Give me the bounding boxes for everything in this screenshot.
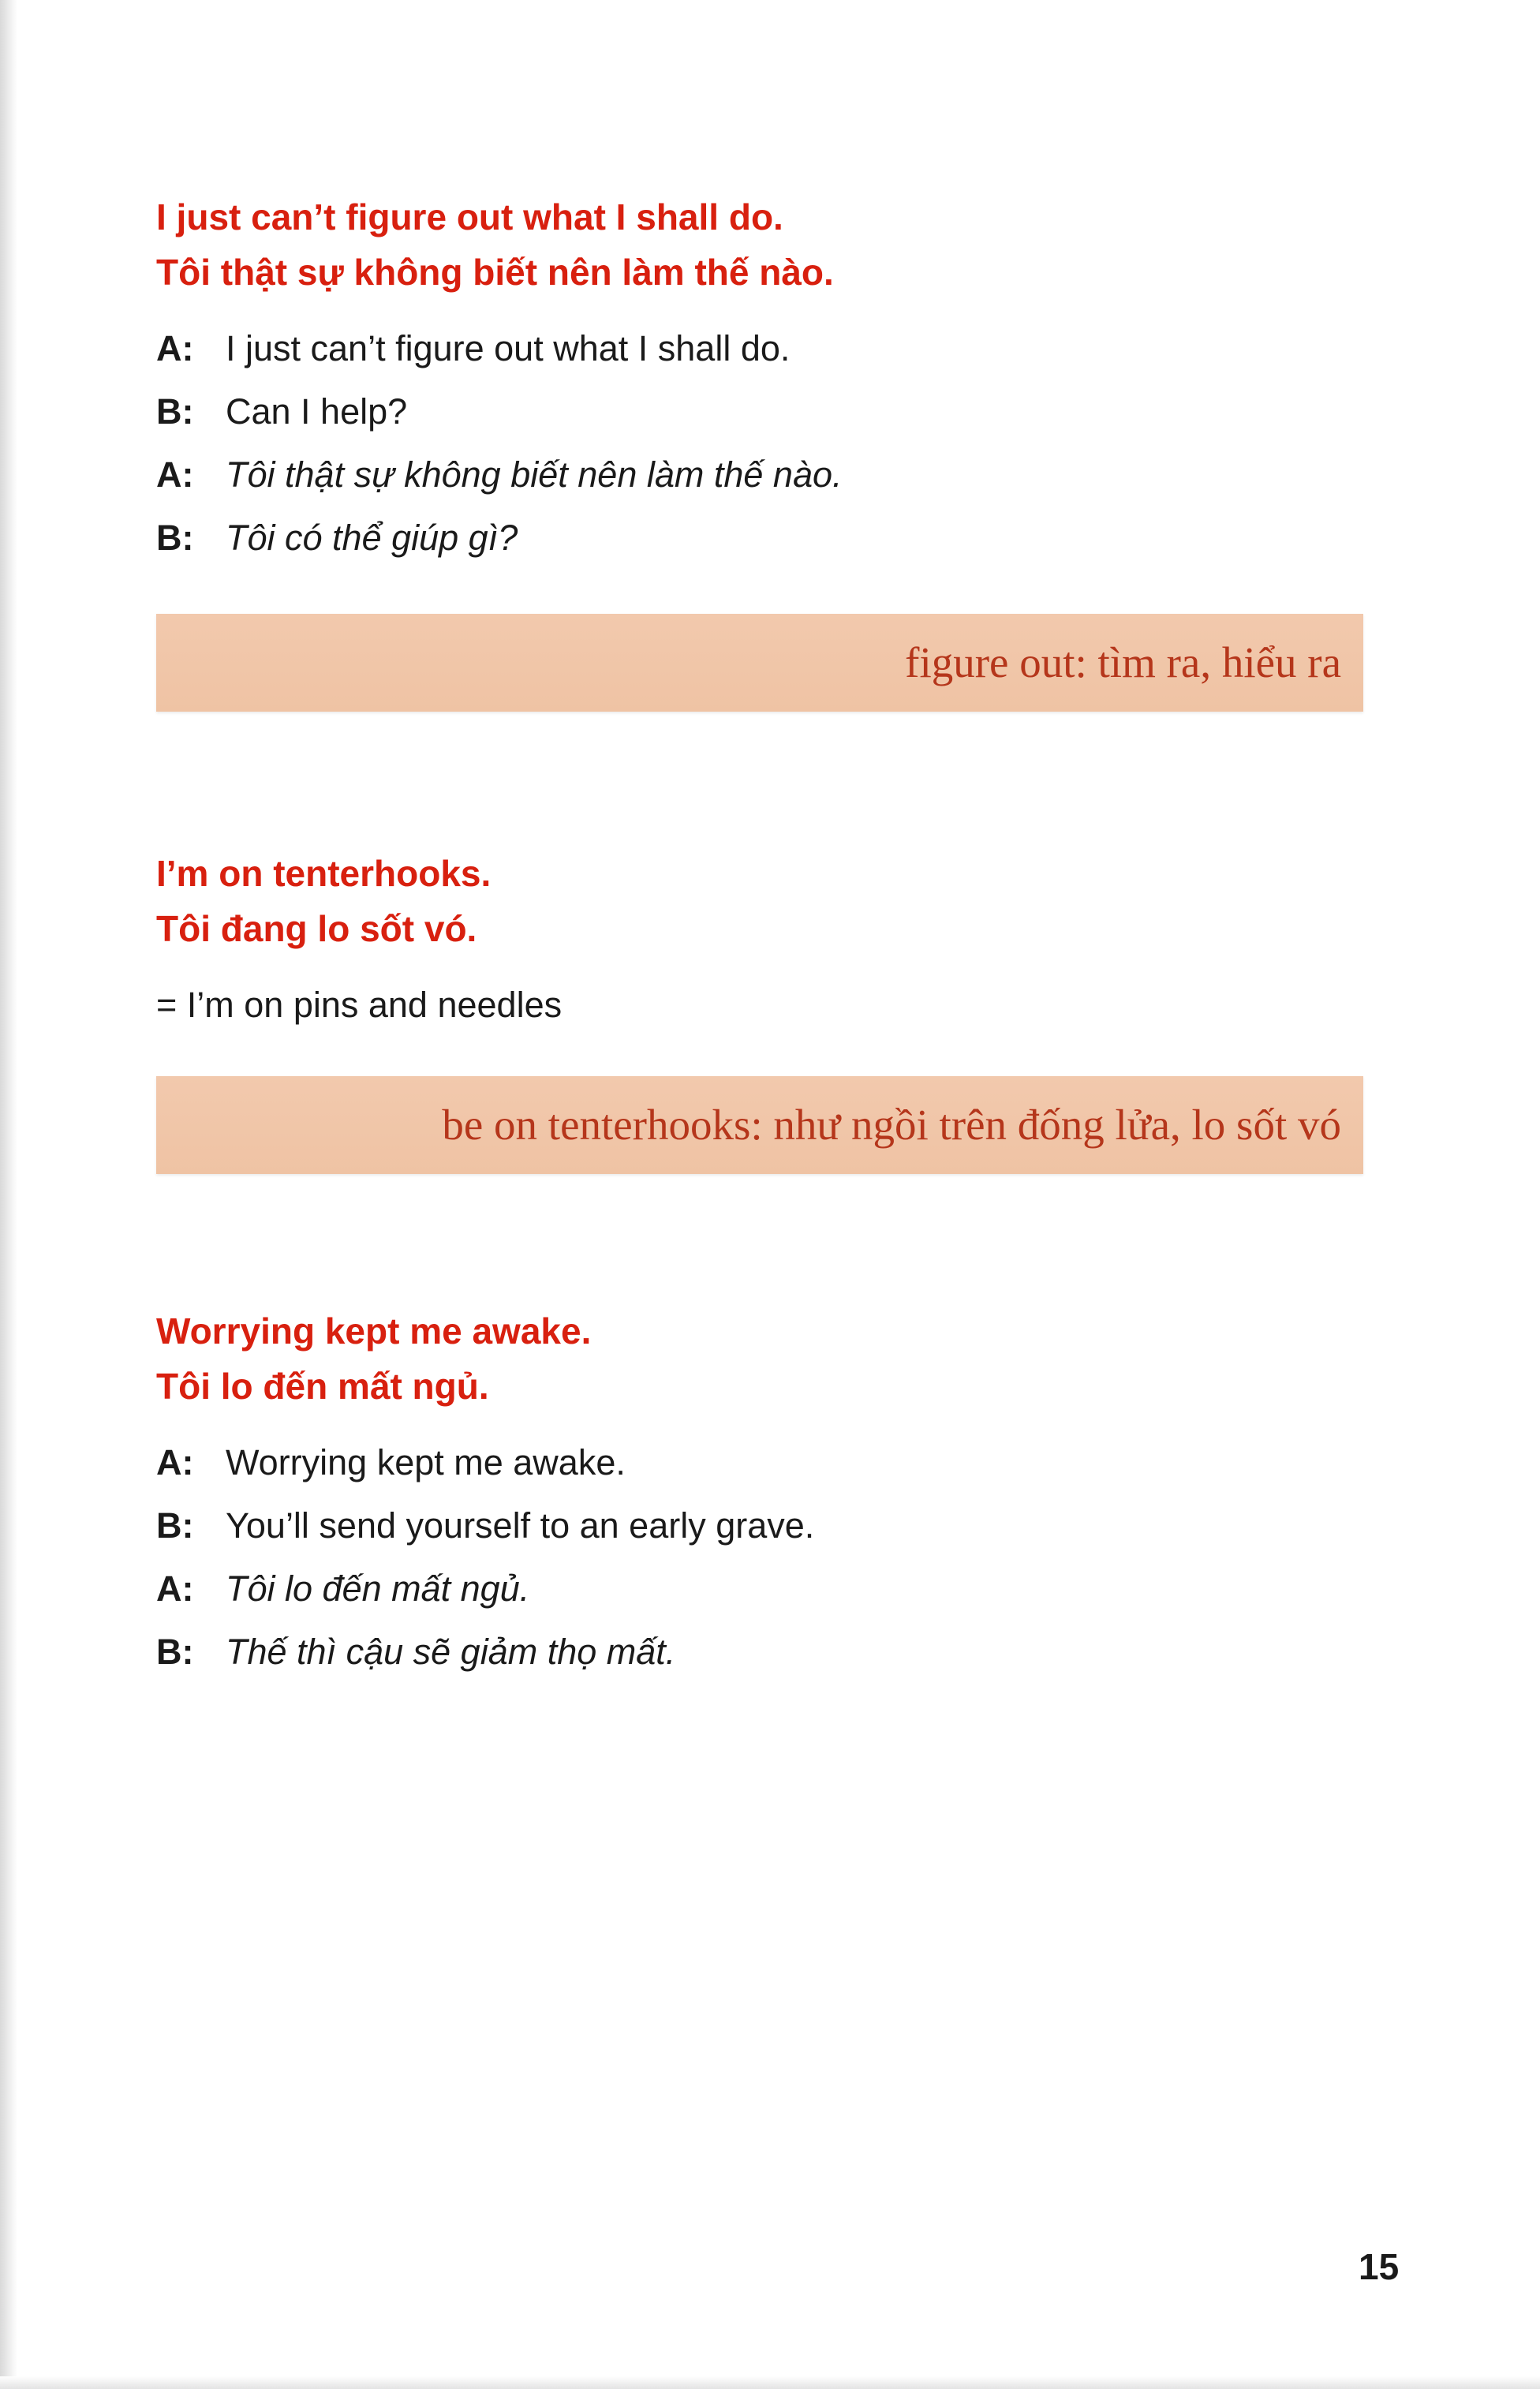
page-edge-shadow	[0, 0, 17, 2389]
heading-vietnamese: Tôi đang lo sốt vó.	[156, 908, 477, 949]
vocab-box-2	[156, 1076, 1363, 1174]
vocab-definition: figure out: tìm ra, hiểu ra	[905, 638, 1341, 686]
speaker-label: B:	[156, 518, 194, 558]
phrase-section-3	[156, 1303, 1363, 1684]
phrase-section-1	[156, 189, 1363, 570]
dialog-line	[156, 1621, 1363, 1684]
speaker-label: A:	[156, 454, 194, 495]
utterance: Worrying kept me awake.	[226, 1442, 626, 1482]
dialog-line	[156, 317, 1363, 380]
utterance-translation: Tôi lo đến mất ngủ.	[226, 1568, 530, 1609]
heading-english: Worrying kept me awake.	[156, 1310, 592, 1352]
speaker-label: B:	[156, 1632, 194, 1672]
vocab-box-1	[156, 614, 1363, 712]
dialog-line	[156, 1494, 1363, 1557]
utterance: Can I help?	[226, 391, 408, 432]
utterance: You’ll send yourself to an early grave.	[226, 1505, 815, 1546]
dialog	[156, 317, 1363, 570]
speaker-label: A:	[156, 1442, 194, 1482]
dialog-line	[156, 380, 1363, 443]
heading-vietnamese: Tôi lo đến mất ngủ.	[156, 1366, 489, 1407]
utterance-translation: Tôi thật sự không biết nên làm thế nào.	[226, 454, 843, 495]
heading-vietnamese: Tôi thật sự không biết nên làm thế nào.	[156, 252, 834, 293]
utterance-translation: Tôi có thể giúp gì?	[226, 518, 518, 558]
heading-english: I’m on tenterhooks.	[156, 853, 492, 894]
vocab-definition: be on tenterhooks: như ngồi trên đống lửa, lo sốt vó	[442, 1101, 1341, 1149]
speaker-label: A:	[156, 1568, 194, 1609]
page-number: 15	[1359, 2246, 1400, 2287]
dialog-line	[156, 1557, 1363, 1621]
heading-english: I just can’t figure out what I shall do.	[156, 196, 783, 237]
equivalent-phrase: = I’m on pins and needles	[156, 985, 563, 1025]
speaker-label: A:	[156, 328, 194, 368]
utterance: I just can’t figure out what I shall do.	[226, 328, 791, 368]
phrase-section-2	[156, 846, 1363, 1037]
dialog-line	[156, 507, 1363, 570]
speaker-label: B:	[156, 391, 194, 432]
dialog-line	[156, 1431, 1363, 1494]
dialog	[156, 1431, 1363, 1684]
dialog-line	[156, 443, 1363, 507]
speaker-label: B:	[156, 1505, 194, 1546]
utterance-translation: Thế thì cậu sẽ giảm thọ mất.	[226, 1632, 676, 1672]
page-bottom-edge	[0, 2376, 1540, 2389]
